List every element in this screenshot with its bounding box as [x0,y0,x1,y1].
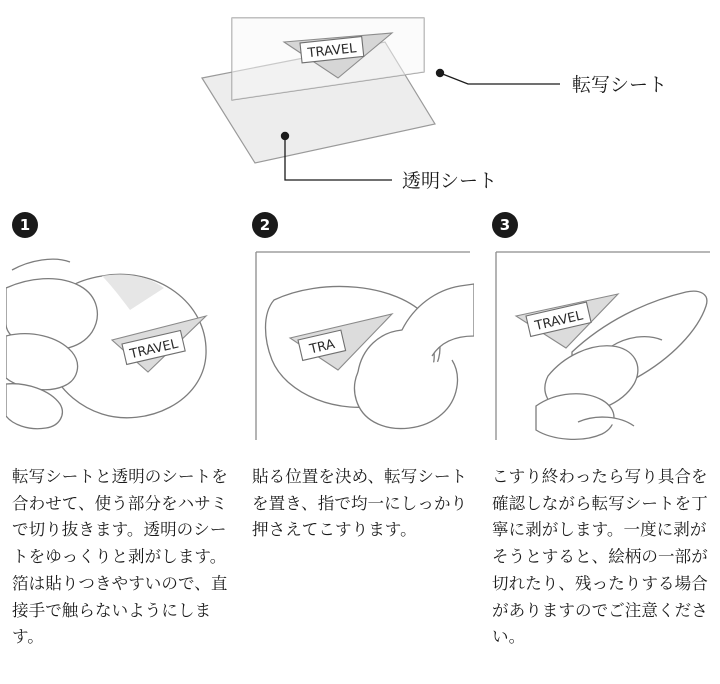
overview-diagram [0,0,720,212]
step-2-caption: 貼る位置を決め、転写シートを置き、指で均一にしっかり押さえてこすります。 [252,467,468,540]
step-2-number: 2 [252,212,278,238]
step-1-caption: 転写シートと透明のシートを合わせて、使う部分をハサミで切り抜きます。透明のシートをゆっくりと剥がします。箔は貼りつきやすいので、直接手で触らないようにします。 [12,467,228,647]
step-1 [6,212,234,684]
step-1-artwork-label: TRAVEL [128,336,180,363]
transfer-sheet-label: 転写シート [572,74,668,96]
step-2-illustration [246,244,474,444]
transfer-sheet-leader [436,69,560,84]
step-2-artwork-label: TRA [308,337,337,358]
step-3-caption: こすり終わったら写り具合を確認しながら転写シートを丁寧に剥がします。一度に剥がそうとすると、絵柄の一部が切れたり、残ったりする場合がありますのでご注意ください。 [492,467,708,647]
step-3-illustration [486,244,714,444]
step-1-illustration [6,244,234,444]
step-3-artwork-label: TRAVEL [533,308,585,335]
step-3-number: 3 [492,212,518,238]
step-2 [246,212,474,684]
clear-sheet-label: 透明シート [402,170,498,192]
step-1-number: 1 [12,212,38,238]
artwork-label-top: TRAVEL [306,41,358,62]
steps-row [0,212,720,684]
step-3 [486,212,714,684]
